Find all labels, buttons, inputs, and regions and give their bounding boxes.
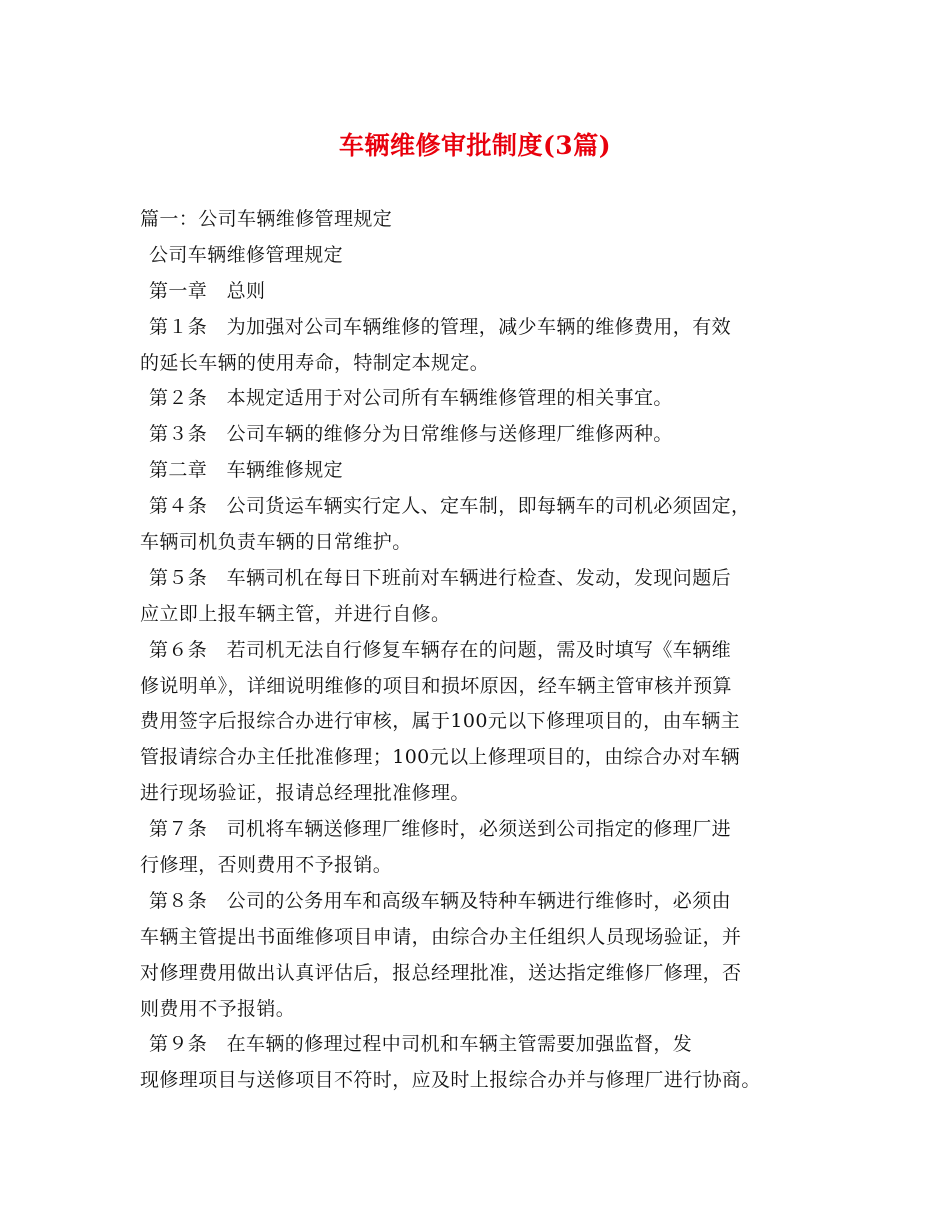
paragraph-line: 应立即上报车辆主管，并进行自修。 — [140, 602, 451, 625]
paragraph-line: 第３条 公司车辆的维修分为日常维修与送修理厂维修两种。 — [149, 423, 673, 446]
paragraph-line: 第５条 车辆司机在每日下班前对车辆进行检查、发动，发现问题后 — [149, 566, 732, 589]
paragraph-line: 第８条 公司的公务用车和高级车辆及特种车辆进行维修时，必须由 — [149, 889, 732, 912]
paragraph-line: 行修理，否则费用不予报销。 — [140, 854, 393, 877]
paragraph-line: 第一章 总则 — [149, 279, 266, 302]
paragraph-line: 第１条 为加强对公司车辆维修的管理，减少车辆的维修费用，有效 — [149, 315, 732, 338]
document-body — [140, 202, 830, 1099]
paragraph-line: 第７条 司机将车辆送修理厂维修时，必须送到公司指定的修理厂进 — [149, 818, 732, 841]
paragraph-line: 公司车辆维修管理规定 — [149, 243, 344, 266]
paragraph-line: 费用签字后报综合办进行审核，属于100元以下修理项目的，由车辆主 — [140, 710, 741, 733]
paragraph-line: 现修理项目与送修项目不符时，应及时上报综合办并与修理厂进行协商。 — [140, 1069, 761, 1092]
paragraph-line: 车辆司机负责车辆的日常维护。 — [140, 531, 412, 554]
paragraph-line: 对修理费用做出认真评估后，报总经理批准，送达指定维修厂修理，否 — [140, 961, 742, 984]
paragraph-line: 第二章 车辆维修规定 — [149, 459, 344, 482]
paragraph-line: 第６条 若司机无法自行修复车辆存在的问题，需及时填写《车辆维 — [149, 638, 732, 661]
paragraph-line: 篇一：公司车辆维修管理规定 — [140, 208, 393, 230]
paragraph-line: 则费用不予报销。 — [140, 997, 296, 1020]
paragraph-line: 第９条 在车辆的修理过程中司机和车辆主管需要加强监督，发 — [149, 1033, 693, 1056]
paragraph-line: 进行现场验证，报请总经理批准修理。 — [140, 782, 470, 805]
paragraph-line: 第２条 本规定适用于对公司所有车辆维修管理的相关事宜。 — [149, 387, 673, 410]
paragraph-line: 车辆主管提出书面维修项目申请，由综合办主任组织人员现场验证，并 — [140, 925, 742, 948]
paragraph-line: 修说明单》，详细说明维修的项目和损坏原因，经车辆主管审核并预算 — [140, 674, 732, 697]
paragraph-line: 管报请综合办主任批准修理；100元以上修理项目的，由综合办对车辆 — [140, 746, 741, 769]
paragraph-line: 的延长车辆的使用寿命，特制定本规定。 — [140, 351, 490, 374]
paragraph-line: 第４条 公司货运车辆实行定人、定车制，即每辆车的司机必须固定， — [149, 495, 751, 518]
document-title: 车辆维修审批制度(3篇) — [338, 131, 612, 160]
